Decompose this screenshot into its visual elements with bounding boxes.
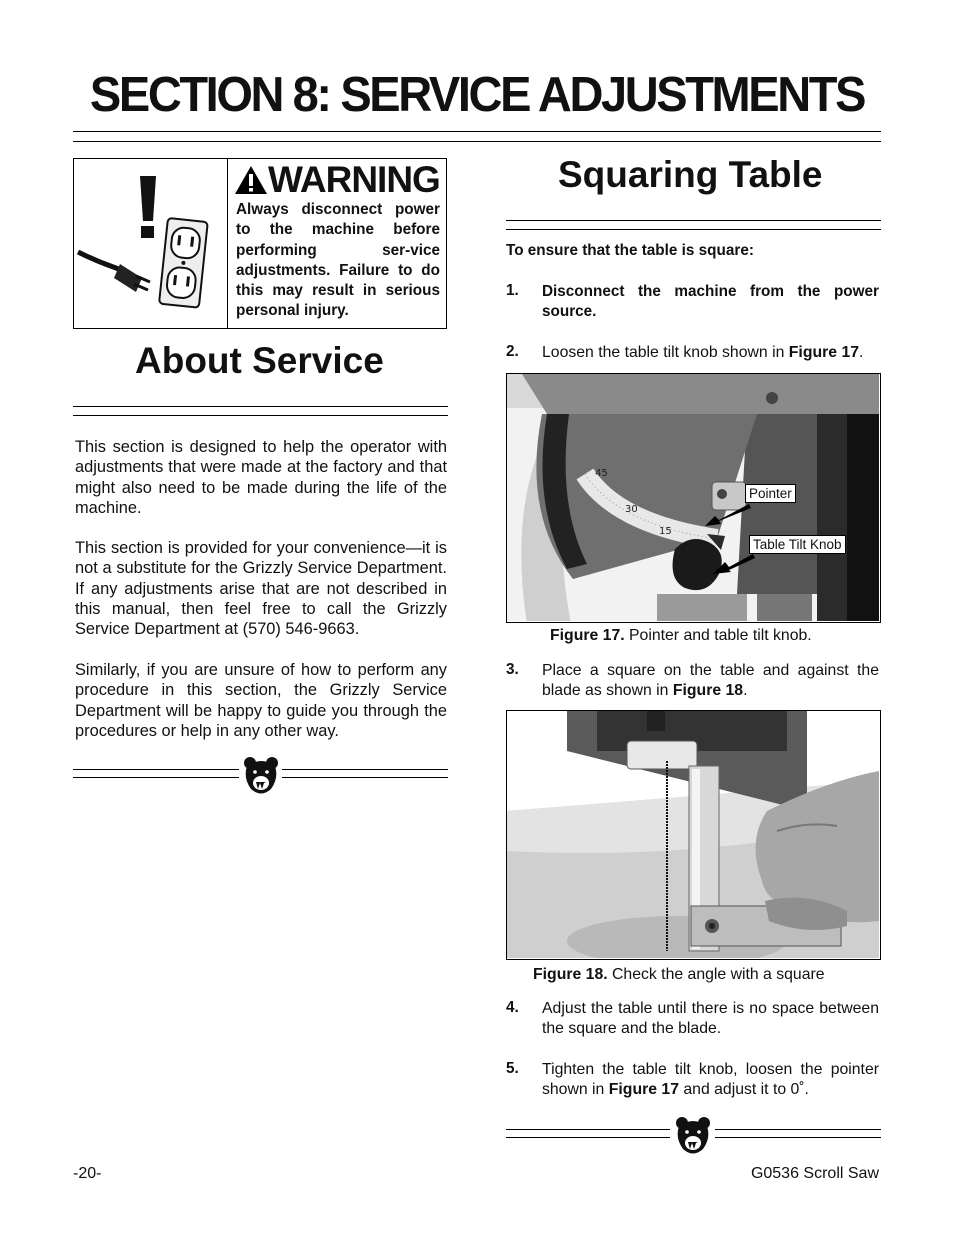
step-3-number: 3. <box>506 661 519 678</box>
warning-text: Always disconnect power to the machine before performing ser-vice adjustments. Failure to do this may result in serious personal injury. <box>236 201 440 320</box>
right-end-rule-3 <box>715 1129 881 1130</box>
page-title: SECTION 8: SERVICE ADJUSTMENTS <box>89 65 865 122</box>
figure-18-illustration <box>507 711 879 958</box>
squaring-intro: To ensure that the table is square: <box>506 242 754 259</box>
warning-heading-text: WARNING <box>268 159 440 200</box>
step-2-figure-ref: Figure 17 <box>788 344 860 361</box>
exclamation-icon <box>140 176 156 221</box>
step-5-text <box>542 1060 879 1101</box>
warning-divider <box>227 158 228 329</box>
bear-logo-icon <box>243 756 279 796</box>
squaring-rule-2 <box>506 229 881 230</box>
figure-18-caption <box>533 966 825 984</box>
about-rule-1 <box>73 406 448 407</box>
callout-table-tilt-knob: Table Tilt Knob <box>749 535 846 554</box>
callout-pointer: Pointer <box>745 484 796 503</box>
footer-page-number: -20- <box>73 1165 102 1182</box>
step-3-text-after: . <box>743 682 748 700</box>
step-3-figure-ref: Figure 18 <box>672 682 744 700</box>
step-5-figure-ref: Figure 17 <box>608 1081 679 1099</box>
figure-17-caption <box>550 627 812 645</box>
left-end-rule-3 <box>282 769 448 770</box>
left-end-rule-2 <box>73 777 239 778</box>
about-rule-2 <box>73 415 448 416</box>
figure-18-label: Figure 18. <box>533 966 608 983</box>
plug-icon <box>78 252 150 292</box>
step-5-text-before: Tighten the table tilt knob, loosen the pointer shown in <box>542 1061 879 1099</box>
figure-17-illustration <box>507 374 879 621</box>
title-rule-1 <box>73 131 881 132</box>
step-2-text-after: . <box>859 344 864 361</box>
squaring-rule-1 <box>506 220 881 221</box>
step-5-number: 5. <box>506 1060 519 1077</box>
left-end-rule-4 <box>282 777 448 778</box>
right-end-rule-1 <box>506 1129 670 1130</box>
left-end-rule-1 <box>73 769 239 770</box>
about-paragraph-1: This section is designed to help the operator with adjustments that were made at the factory and that might also need to be made during the life of the machine. <box>75 438 447 517</box>
scale-mark-30: 30 <box>625 504 638 515</box>
step-2-text <box>542 343 879 363</box>
title-rule-2 <box>73 141 881 142</box>
footer-model: G0536 Scroll Saw <box>750 1165 879 1182</box>
step-1-text: Disconnect the machine from the power source. <box>542 283 879 321</box>
step-4-text: Adjust the table until there is no space between the square and the blade. <box>542 1000 879 1038</box>
figure-17-label: Figure 17. <box>550 627 625 644</box>
scale-mark-45: 45 <box>595 468 608 479</box>
scale-mark-15: 15 <box>659 526 672 537</box>
step-1-number: 1. <box>506 282 519 299</box>
outlet-icon <box>159 218 208 308</box>
warning-heading <box>234 159 440 201</box>
figure-17-photo <box>506 373 881 623</box>
figure-17-caption-text: Pointer and table tilt knob. <box>624 627 812 644</box>
about-heading: About Service <box>135 340 384 381</box>
right-end-rule-2 <box>506 1137 670 1138</box>
step-3-text-before: Place a square on the table and against the blade as shown in <box>542 662 879 700</box>
about-paragraph-2: This section is provided for your convenience—it is not a substitute for the Grizzly Service Department. If any adjustments arise that are not described in this manual, then feel free to call the Grizzly Service Department at (570) 546-9663. <box>75 539 447 639</box>
bear-logo-icon <box>675 1116 711 1156</box>
step-4-number: 4. <box>506 999 519 1016</box>
figure-18-photo <box>506 710 881 960</box>
squaring-heading: Squaring Table <box>558 154 823 195</box>
step-2-number: 2. <box>506 343 519 360</box>
right-end-rule-4 <box>715 1137 881 1138</box>
step-3-text <box>542 661 879 702</box>
about-paragraph-3: Similarly, if you are unsure of how to perform any procedure in this section, the Grizzly Service Department will be happy to guide you through the procedures or help in any other way. <box>75 661 447 740</box>
step-2-text-before: Loosen the table tilt knob shown in <box>542 344 789 361</box>
step-5-text-after: and adjust it to 0˚. <box>678 1081 809 1099</box>
figure-18-caption-text: Check the angle with a square <box>607 966 825 983</box>
warning-triangle-icon <box>234 165 268 195</box>
warning-illustration <box>76 166 224 326</box>
